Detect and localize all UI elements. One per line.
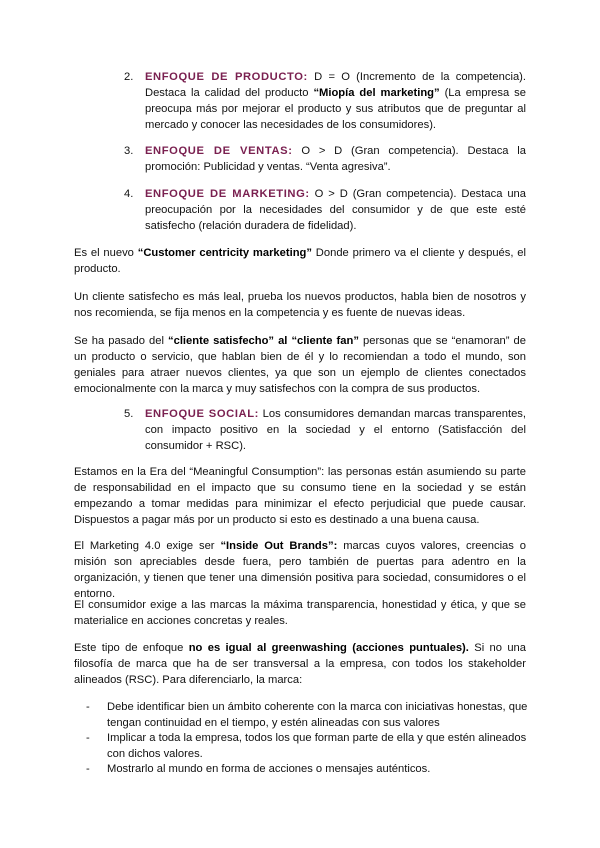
keyword: ENFOQUE SOCIAL: [145,408,259,420]
bold-term: no es igual al greenwashing (acciones puntuales). [188,642,469,654]
paragraph-customer-centricity: Es el nuevo “Customer centricity marketing” Donde primero va el cliente y después, el producto. [74,247,527,275]
paragraph-cliente-fan: Se ha pasado del “cliente satisfecho” al “cliente fan” personas que se “enamoran” de un producto o servicio, que hablan bien de él y lo recomiendan a todo el mundo, son geniales para atraer nuevos clientes, ya que son un ejemplo de clientes conectados emocionalmente con la marca y muy satisfechos con la compra de sus productos. [74,335,526,395]
paragraph-greenwashing: Este tipo de enfoque no es igual al greenwashing (acciones puntuales). Si no una filosofía de marca que ha de ser transversal a la empresa, con todos los stakeholder alineados (RSC). Para diferenciarlo, la marca: [74,642,526,686]
list-number: 4. [124,188,134,200]
list-item-enfoque-ventas [124,143,526,175]
bold-term: “cliente satisfecho” al “cliente fan” [168,335,359,347]
bullet-item [86,699,532,731]
paragraph-meaningful-consumption: Estamos en la Era del “Meaningful Consumption”: las personas están asumiendo su parte de responsabilidad en el impacto que su consumo tiene en la sociedad y se están empezando a tomar medidas para minimizar el efecto perjudicial que puede causar. Dispuestos a pagar más por un producto si esto es destinado a una buena causa. [74,466,526,526]
bullet-item [86,730,532,762]
list-item-text: ENFOQUE SOCIAL: Los consumidores demandan marcas transparentes, con impacto positivo en la sociedad y el entorno (Satisfacción del consumidor + RSC). [145,408,526,452]
bullet-text: Mostrarlo al mundo en forma de acciones o mensajes auténticos. [107,763,431,775]
list-item-text: ENFOQUE DE VENTAS: O > D (Gran competencia). Destaca la promoción: Publicidad y ventas. “Venta agresiva”. [145,145,527,173]
bullet-dash: - [86,732,90,744]
bullet-item [86,761,532,777]
bold-term: “Inside Out Brands”: [220,540,338,552]
bullet-text: Debe identificar bien un ámbito coherente con la marca con iniciativas honestas, que tengan continuidad en el tiempo, y estén alineadas con sus valores [107,701,528,729]
list-number: 2. [124,71,134,83]
paragraph-inside-out-brands: El Marketing 4.0 exige ser “Inside Out Brands”: marcas cuyos valores, creencias o misión son apreciables desde fuera, pero también de puertas para adentro en la organización, y tienen que tener una dimensión positiva para sociedad, consumidores o el entorno. [74,540,526,600]
paragraph-transparencia: El consumidor exige a las marcas la máxima transparencia, honestidad y ética, y que se materialice en acciones concretas y reales. [74,599,526,627]
list-item-text: ENFOQUE DE PRODUCTO: D = O (Incremento de la competencia). Destaca la calidad del producto “Miopía del marketing” (La empresa se preocupa más por mejorar el producto y sus atributos que de preguntar al mercado y conocer las necesidades de los consumidores). [145,71,526,131]
list-number: 5. [124,408,134,420]
bullet-dash: - [86,763,90,775]
bold-term: “Customer centricity marketing” [137,247,312,259]
bullet-text: Implicar a toda la empresa, todos los que forman parte de ella y que estén alineados con dichos valores. [107,732,527,760]
list-item-enfoque-marketing [124,186,526,234]
keyword: ENFOQUE DE MARKETING: [145,188,310,200]
paragraph-cliente-satisfecho: Un cliente satisfecho es más leal, prueba los nuevos productos, habla bien de nosotros y nos recomienda, se fija menos en la competencia y es fuente de nuevas ideas. [74,291,526,319]
list-item-text: ENFOQUE DE MARKETING: O > D (Gran competencia). Destaca una preocupación por la necesidades del consumidor y de que este esté satisfecho (relación duradera de fidelidad). [145,188,526,232]
keyword: ENFOQUE DE PRODUCTO: [145,71,308,83]
keyword: ENFOQUE DE VENTAS: [145,145,293,157]
list-number: 3. [124,145,134,157]
bold-term: “Miopía del marketing” [313,87,440,99]
bullet-dash: - [86,701,90,713]
list-item-enfoque-producto [124,69,526,133]
list-item-enfoque-social [124,406,526,454]
